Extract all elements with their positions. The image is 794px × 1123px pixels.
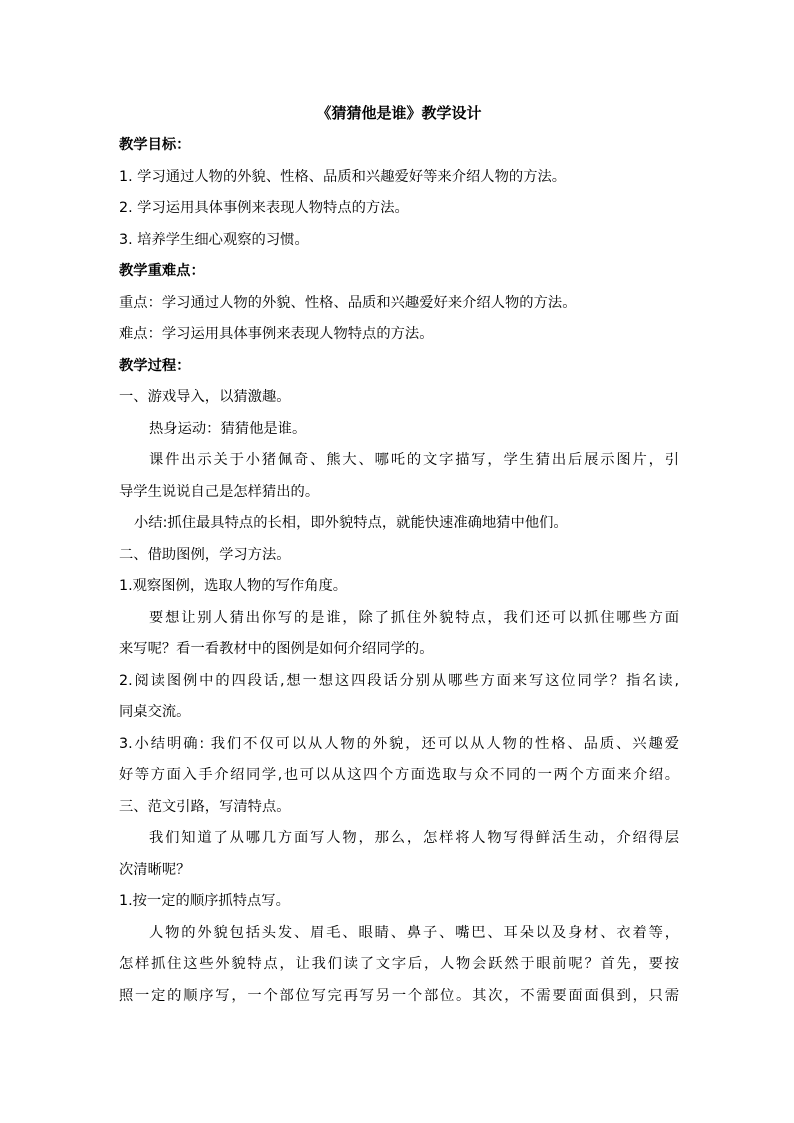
sub-step-heading: 1.观察图例，选取人物的写作角度。 (119, 578, 348, 594)
objective-item: 3. 培养学生细心观察的习惯。 (119, 231, 309, 248)
paragraph-line: 导学生说说自己是怎样猜出的。 (119, 483, 320, 500)
paragraph-line: 次清晰呢？ (119, 861, 191, 878)
step-heading: 三、范文引路，写清特点。 (119, 798, 291, 815)
section-heading-key-points: 教学重难点： (119, 263, 205, 279)
paragraph-line: 人物的外貌包括头发、眉毛、眼睛、鼻子、嘴巴、耳朵以及身材、衣着等， (149, 924, 679, 941)
step-heading: 二、借助图例，学习方法。 (119, 546, 291, 563)
section-heading-process: 教学过程： (119, 357, 191, 374)
paragraph-line: 要想让别人猜出你写的是谁，除了抓住外貌特点，我们还可以抓住哪些方面 (149, 609, 679, 626)
sub-step-line: 2.阅读图例中的四段话,想一想这四段话分别从哪些方面来写这位同学？指名读, (119, 672, 679, 689)
paragraph-line: 照一定的顺序写，一个部位写完再写另一个部位。其次，不需要面面俱到，只需 (119, 987, 679, 1004)
paragraph-line: 热身运动：猜猜他是谁。 (149, 420, 307, 437)
objective-item: 2. 学习运用具体事例来表现人物特点的方法。 (119, 200, 409, 216)
document-page (119, 100, 679, 1012)
paragraph-line: 课件出示关于小猪佩奇、熊大、哪吒的文字描写，学生猜出后展示图片，引 (149, 452, 679, 468)
paragraph-line: 我们知道了从哪几方面写人物，那么，怎样将人物写得鲜活生动，介绍得层 (149, 830, 679, 846)
paragraph-line: 好等方面入手介绍同学,也可以从这四个方面选取与众不同的一两个方面来介绍。 (119, 767, 679, 783)
step-heading: 一、游戏导入，以猜激趣。 (119, 389, 291, 405)
difficult-point-item: 难点：学习运用具体事例来表现人物特点的方法。 (119, 326, 434, 342)
paragraph-line: 怎样抓住这些外貌特点，让我们读了文字后，人物会跃然于眼前呢？首先，要按 (119, 956, 679, 972)
summary-line: 小结:抓住最具特点的长相，即外貌特点，就能快速准确地猜中他们。 (134, 515, 568, 531)
key-point-item: 重点：学习通过人物的外貌、性格、品质和兴趣爱好来介绍人物的方法。 (119, 294, 577, 311)
sub-step-line: 3.小结明确: 我们不仅可以从人物的外貌，还可以从人物的性格、品质、兴趣爱 (119, 735, 679, 752)
objective-item: 1. 学习通过人物的外貌、性格、品质和兴趣爱好等来介绍人物的方法。 (119, 168, 567, 185)
document-title: 《猜猜他是谁》教学设计 (316, 104, 482, 122)
paragraph-line: 来写呢？看一看教材中的图例是如何介绍同学的。 (119, 641, 434, 657)
section-heading-objectives: 教学目标： (119, 137, 191, 153)
paragraph-line: 同桌交流。 (119, 704, 191, 720)
sub-step-heading: 1.按一定的顺序抓特点写。 (119, 893, 290, 909)
